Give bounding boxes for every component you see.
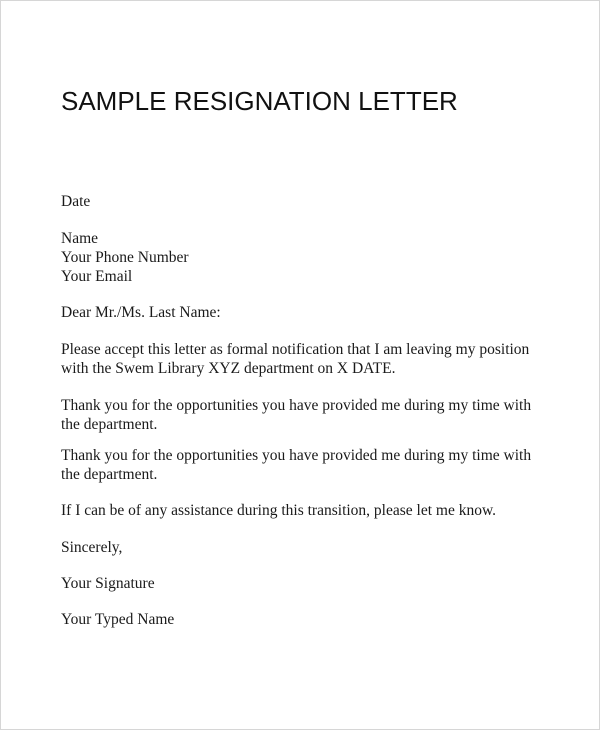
paragraph-3-line-2: the department. (61, 466, 158, 483)
signature-line: Your Signature (61, 575, 155, 592)
paragraph-1-line-2: with the Swem Library XYZ department on X DATE. (61, 360, 396, 377)
sender-phone: Your Phone Number (61, 249, 189, 266)
date-line: Date (61, 193, 91, 210)
letter-title: SAMPLE RESIGNATION LETTER (61, 86, 458, 116)
paragraph-2-line-1: Thank you for the opportunities you have provided me during my time with (61, 397, 532, 414)
paragraph-4-line-1: If I can be of any assistance during this transition, please let me know. (61, 502, 497, 519)
paragraph-3-line-1: Thank you for the opportunities you have provided me during my time with (61, 447, 532, 464)
closing: Sincerely, (61, 539, 123, 556)
paragraph-1-line-1: Please accept this letter as formal notification that I am leaving my position (61, 341, 530, 358)
paragraph-2-line-2: the department. (61, 416, 158, 433)
typed-name-line: Your Typed Name (61, 611, 175, 628)
salutation: Dear Mr./Ms. Last Name: (61, 304, 221, 321)
sender-name: Name (61, 230, 99, 247)
sender-email: Your Email (61, 268, 133, 285)
